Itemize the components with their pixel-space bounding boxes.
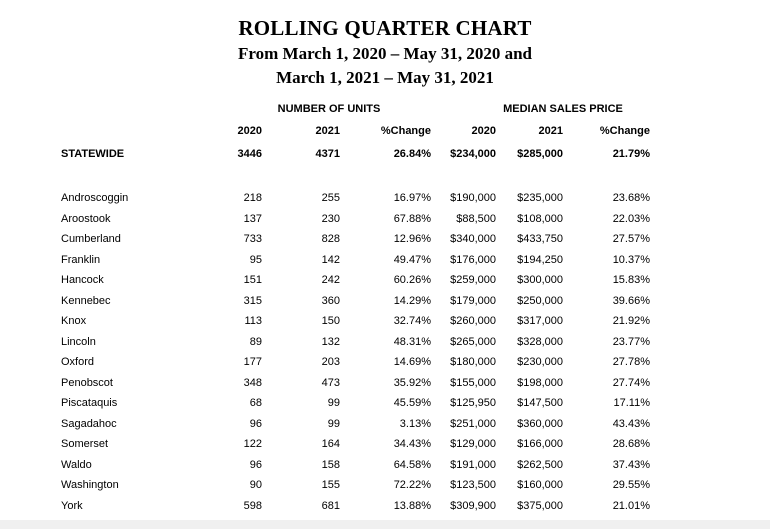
units-change: 14.29% [393,294,431,307]
price-change: 23.77% [612,335,650,348]
units-2020: 96 [249,417,262,430]
price-2021: $230,000 [517,356,563,368]
price-2020: $191,000 [450,458,496,471]
units-change: 16.97% [393,192,431,204]
price-change: 27.74% [612,376,650,389]
units-change: 26.84% [393,148,431,160]
units-2020: 3446 [237,148,262,160]
table-row [0,192,770,212]
county-name: Penobscot [61,376,113,389]
price-2021: $108,000 [517,212,563,225]
price-change: 39.66% [612,294,650,307]
price-change: 29.55% [612,479,650,491]
table-row [0,500,770,520]
price-change: 15.83% [612,274,650,286]
col-price-2021: 2021 [538,125,563,137]
price-2020: $309,900 [450,499,496,512]
price-2020: $88,500 [456,212,496,225]
units-2021: 473 [321,376,340,389]
table-row [0,479,770,499]
units-2021: 4371 [315,148,340,160]
units-change: 32.74% [393,315,431,327]
units-2020: 137 [243,212,262,225]
price-change: 17.11% [613,397,650,409]
county-name: Kennebec [61,294,111,307]
price-2021: $250,000 [517,294,563,307]
price-2021: $433,750 [517,233,563,245]
units-change: 14.69% [393,356,431,368]
units-2020: 315 [243,294,262,307]
price-2020: $251,000 [450,417,496,430]
county-name: Knox [61,315,87,327]
units-2021: 99 [327,417,340,430]
price-change: 27.78% [612,356,650,368]
units-2020: 89 [249,335,262,348]
document-header [0,14,770,90]
units-2020: 95 [249,253,262,266]
units-change: 3.13% [399,417,431,430]
county-name: Waldo [61,458,92,471]
county-name: Somerset [61,438,109,450]
table-row [0,459,770,479]
units-2020: 598 [243,499,262,512]
table-row [0,213,770,233]
col-units-2021: 2021 [315,125,340,137]
units-2021: 132 [321,335,340,348]
document-title: ROLLING QUARTER CHART [238,16,532,40]
units-2020: 177 [243,356,262,368]
price-change: 21.92% [612,315,650,327]
units-2021: 828 [321,233,340,245]
statewide-row [0,148,770,168]
table-row [0,233,770,253]
price-change: 22.03% [612,212,650,225]
table-row [0,397,770,417]
price-2020: $129,000 [450,438,496,450]
units-2021: 681 [321,499,340,512]
price-2020: $190,000 [450,192,496,204]
price-change: 10.37% [612,253,650,266]
price-2021: $147,500 [517,397,563,409]
price-change: 23.68% [612,192,650,204]
price-change: 21.79% [612,148,650,160]
table-row [0,254,770,274]
units-2020: 218 [243,192,262,204]
price-2020: $155,000 [450,376,496,389]
date-range-line-2: March 1, 2021 – May 31, 2021 [276,68,494,87]
units-2020: 733 [243,233,262,245]
units-change: 45.59% [393,397,431,409]
units-2021: 242 [321,274,340,286]
units-2021: 99 [327,397,340,409]
units-2021: 164 [321,438,340,450]
col-units-2020: 2020 [237,125,262,137]
county-name: Piscataquis [61,397,118,409]
county-name: Washington [61,479,119,491]
units-change: 13.88% [393,499,431,512]
price-2020: $259,000 [450,274,496,286]
units-2020: 122 [243,438,262,450]
table-row [0,315,770,335]
table-row [0,377,770,397]
units-2021: 150 [321,315,340,327]
county-name: York [61,499,83,512]
units-change: 34.43% [393,438,431,450]
column-header-row [0,125,770,145]
price-2020: $260,000 [450,315,496,327]
page-bottom-edge [0,520,770,529]
price-2021: $375,000 [517,499,563,512]
price-2020: $180,000 [450,356,496,368]
price-2021: $235,000 [517,192,563,204]
county-name: Oxford [61,356,95,368]
units-2021: 203 [321,356,340,368]
price-2020: $179,000 [450,294,496,307]
units-2021: 230 [321,212,340,225]
county-name: Cumberland [61,233,121,245]
price-2021: $317,000 [517,315,563,327]
units-change: 60.26% [393,274,431,286]
units-group-header: NUMBER OF UNITS [277,103,381,115]
units-change: 35.92% [393,376,431,389]
county-name: Androscoggin [61,192,129,204]
units-change: 64.58% [393,458,431,471]
units-2020: 348 [243,376,262,389]
units-2020: 96 [249,458,262,471]
table-row [0,418,770,438]
price-2020: $340,000 [450,233,496,245]
price-change: 21.01% [612,499,650,512]
price-2021: $360,000 [517,417,563,430]
units-2020: 90 [249,479,262,491]
price-2021: $160,000 [517,479,563,491]
table-row [0,438,770,458]
units-2020: 151 [243,274,262,286]
date-range-line-1: From March 1, 2020 – May 31, 2020 and [237,44,533,63]
price-2020: $265,000 [450,335,496,348]
price-2021: $285,000 [517,148,563,160]
price-change: 28.68% [612,438,650,450]
price-group-header: MEDIAN SALES PRICE [503,103,623,115]
price-2021: $262,500 [517,458,563,471]
county-name: Sagadahoc [61,417,117,430]
price-2020: $176,000 [450,253,496,266]
price-change: 43.43% [612,417,650,430]
table-row [0,356,770,376]
units-change: 49.47% [393,253,431,266]
units-change: 48.31% [393,335,431,348]
price-2020: $123,500 [450,479,496,491]
county-name: Hancock [61,274,104,286]
county-name: Lincoln [61,335,96,348]
units-change: 72.22% [393,479,431,491]
price-2021: $198,000 [517,376,563,389]
units-2020: 113 [244,315,262,327]
price-2020: $125,950 [450,397,496,409]
price-2021: $194,250 [517,253,563,266]
price-2020: $234,000 [450,148,496,160]
col-price-2020: 2020 [471,125,496,137]
table-row [0,274,770,294]
price-change: 37.43% [612,458,650,471]
units-2021: 360 [321,294,340,307]
units-2021: 158 [321,458,340,471]
price-2021: $328,000 [517,335,563,348]
col-price-change: %Change [599,125,650,137]
units-change: 67.88% [393,212,431,225]
price-2021: $300,000 [517,274,563,286]
row-name: STATEWIDE [61,148,125,160]
units-2021: 155 [321,479,340,491]
price-change: 27.57% [612,233,650,245]
table-row [0,336,770,356]
table-row [0,295,770,315]
county-name: Aroostook [61,212,111,225]
price-2021: $166,000 [517,438,563,450]
units-2021: 142 [321,253,340,266]
units-2021: 255 [321,192,340,204]
units-2020: 68 [249,397,262,409]
col-units-change: %Change [380,125,431,137]
county-name: Franklin [61,253,101,266]
units-change: 12.96% [393,233,431,245]
